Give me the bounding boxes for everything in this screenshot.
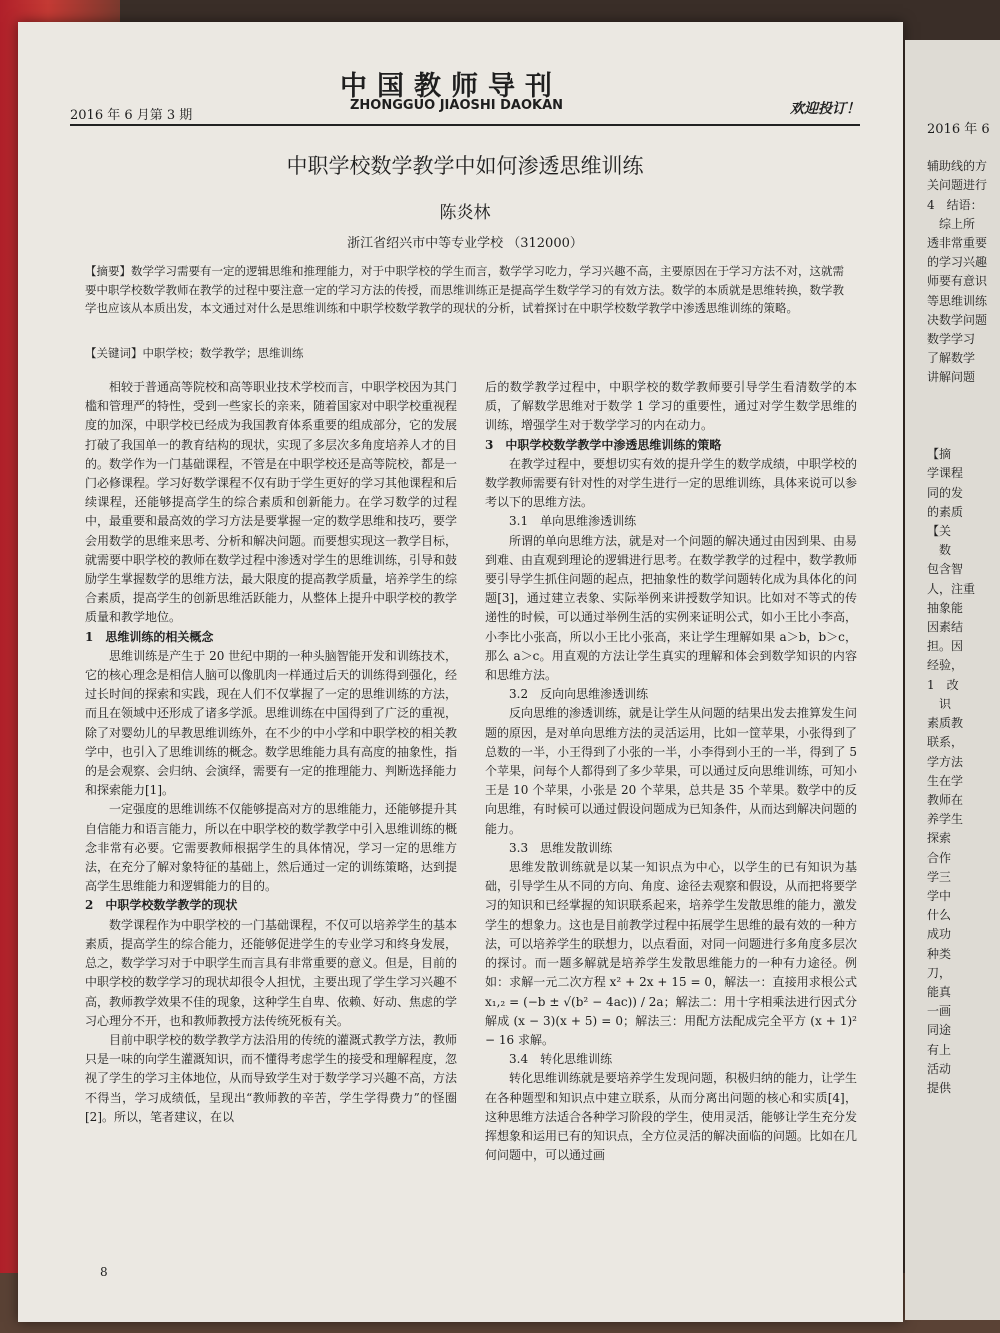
- issue-date: 2016 年 6 月第 3 期: [70, 108, 193, 123]
- next-page-line: 讲解问题: [927, 370, 976, 385]
- next-page-lines: [905, 157, 1000, 1098]
- paragraph: 一定强度的思维训练不仅能够提高对方的思维能力，还能够提升其自信能力和语言能力，所以在中职学校的数学教学中引入思维训练的概念非常有必要。它需要教师根据学生的具体情况，学习一定的思维方法，在充分了解对象特征的基础上，然后通过一定的训练策略，达到提高学生思维能力和逻辑能力的目的。: [85, 802, 458, 894]
- paragraph: 转化思维训练就是要培养学生发现问题，积极归纳的能力，让学生在各种题型和知识点中建立联系，从而分离出问题的核心和实质[4]，这种思维方法适合各种学习阶段的学生，使用灵活，能够让学生充分发挥想象和运用已有的知识点，全方位灵活的解决面临的问题。比如在几何问题中，可以通过画: [485, 1071, 858, 1163]
- paragraph: 所谓的单向思维方法，就是对一个问题的解决通过由因到果、由易到难、由直观到理论的逻辑进行思考。在数学教学的过程中，数学教师要引导学生抓住问题的起点，把抽象性的数学问题转化成为具体化的问题[3]，通过建立表象、实际举例来讲授数学知识。比如对不等式的传递性的时候，可以通过举例生活的实例来证明公式，如小王比小李高，小李比小张高，所以小王比小张高，来让学生理解如果 a＞b，b＞c，那么 a＞c。用直观的方法让学生真实的理解和体会到数学知识的内容和思维方法。: [485, 533, 858, 683]
- next-page-line: 联系，: [927, 735, 964, 750]
- next-page-line: 同途: [927, 1023, 952, 1038]
- next-page-line: 综上所: [927, 216, 976, 231]
- next-page-line: 养学生: [927, 812, 964, 827]
- next-page-line: 学课程: [927, 466, 964, 481]
- paragraph: 在教学过程中，要想切实有效的提升学生的数学成绩，中职学校的数学教师需要有针对性的对学生进行一定的思维训练，具体来说可以参考以下的思维方法。: [485, 456, 858, 510]
- next-page-line: 师要有意识: [927, 274, 988, 289]
- next-page-header: 2016 年 6: [927, 122, 990, 137]
- author-affiliation: 浙江省绍兴市中等专业学校 （312000）: [347, 236, 583, 251]
- next-page-line: 【摘: [927, 447, 952, 462]
- section-heading: 3 中职学校数学教学中渗透思维训练的策略: [485, 437, 722, 452]
- subsection-heading: 3.3 思维发散训练: [509, 840, 613, 855]
- next-page-line: 辅助线的方: [927, 159, 988, 174]
- next-page-line: 关问题进行: [927, 178, 988, 193]
- page-header: [70, 60, 860, 123]
- next-page-line: 种类: [927, 946, 952, 961]
- paragraph: 相较于普通高等院校和高等职业技术学校而言，中职学校因为其门槛和管理严的特性，受到一些家长的亲来，随着国家对中职学校重视程度的加深，中职学校已经成为我国教育体系重要的组成部分，它的发展打破了我国单一的教育结构的现状，实现了多层次多角度培养人才的目的。数学作为一门基础课程，不管是在中职学校还是高等院校，都是一门必修课程。学习好数学课程不仅有助于学生更好的学习其他课程和后续课程，还能够提高学生的综合素质和创新能力。在学习数学的过程中，最重要和最高效的学习方法是要掌握一定的数学思维和技巧，要学会用数学的思维来思考、分析和解决问题。而要想实现这一教学目标，就需要中职学校的教师在数学过程中渗透对学生的思维训练，引导和鼓励学生掌握数学的思维方法，最大限度的提高教学质量，培养学生的综合素质，提高学生的创新思维活跃能力，从整体上提升中职学校的教学质量和教学地位。: [85, 380, 458, 625]
- header-rule: [70, 124, 860, 126]
- welcome-text: 欢迎投订！: [790, 101, 860, 117]
- right-column: [485, 378, 857, 1165]
- next-page-line: 教师在: [927, 792, 964, 807]
- subsection-heading: 3.4 转化思维训练: [509, 1052, 613, 1067]
- next-page-line: 数: [927, 543, 952, 558]
- next-page-line: [927, 407, 1000, 426]
- article-author: 陈炎林: [439, 203, 491, 223]
- next-page-line: 抽象能: [927, 600, 964, 615]
- next-page-line: 能真: [927, 984, 952, 999]
- next-page-fragment: [905, 40, 1000, 1320]
- next-page-line: 学中: [927, 888, 952, 903]
- paragraph: 后的数学教学过程中，中职学校的数学教师要引导学生看清数学的本质，了解数学思维对于数学 1 学习的重要性，通过对学生数学思维的训练，增强学生对于数学学习的内在动力。: [485, 380, 857, 433]
- next-page-line: 合作: [927, 850, 952, 865]
- next-page-line: 【关: [927, 524, 952, 539]
- next-page-line: 等思维训练: [927, 293, 988, 308]
- paragraph: 数学课程作为中职学校的一门基础课程，不仅可以培养学生的基本素质，提高学生的综合能力，还能够促进学生的专业学习和终身发展，总之，数学学习对于中职学生而言具有非常重要的意义。但是，目前的中职学校的数学学习的现状却很令人担忧，主要出现了学生学习兴趣不高，教师教学效果不佳的现象，这种学生自卑、依赖、好动、焦虑的学习心理分不开，也和教师教授方法传统死板有关。: [85, 917, 458, 1028]
- article-title: 中职学校数学教学中如何渗透思维训练: [286, 154, 644, 178]
- next-page-line: 1 改: [927, 677, 959, 692]
- next-page-line: 因素结: [927, 620, 964, 635]
- paragraph: 目前中职学校的数学教学方法沿用的传统的灌溉式教学方法，教师只是一味的向学生灌溉知识，而不懂得考虑学生的接受和理解程度，忽视了学生的学习主体地位，从而导致学生对于数学学习兴趣不高，方法不得当，学习成绩低，呈现出“教师教的辛苦，学生学得费力”的怪圈[2]。所以，笔者建议，在以: [85, 1032, 458, 1124]
- paragraph: 思维发散训练就是以某一知识点为中心，以学生的已有知识为基础，引导学生从不同的方向、角度、途径去观察和假设，从而把将要学习的知识和已经掌握的知识联系起来，培养学生发散思维的能力，激发学生的想象力。这也是目前教学过程中拓展学生思维的最有效的一种方法，可以培养学生的联想力，以点看面，对同一问题进行多角度多层次的探讨。而一题多解就是培养学生发散思维能力的一种有力途径。例如：求解一元二次方程 x² + 2x + 15 = 0，解法一：直接用求根公式 x₁,₂ = (−b ± √(b² − 4ac)) / 2a；解法二：用十字相乘法进行因式分解成 (x − 3)(x + 5) = 0；解法三：用配方法配成完全平方 (x + 1)² − 16 求解。: [485, 860, 858, 1047]
- next-page-line: 担。因: [927, 639, 964, 654]
- keywords: 【关键词】中职学校；数学教学；思维训练: [85, 346, 304, 360]
- abstract: 【摘要】数学学习需要有一定的逻辑思维和推理能力，对于中职学校的学生而言，数学学习吃力，学习兴趣不高，主要原因在于学习方法不对，这就需要中职学校数学教师在教学的过程中要注意一定的学习方法的传授，而思维训练正是提高学生数学学习的有效方法。数学的本质就是思维转换，数学教学也应该从本质出发，本文通过对什么是思维训练和中职学校数学教学的现状的分析，试着探讨在中职学校数学教学中渗透思维训练的策略。: [85, 264, 844, 315]
- left-column: [85, 378, 457, 1127]
- next-page-line: [927, 426, 1000, 445]
- journal-title: 中国教师导刊: [340, 71, 562, 102]
- section-heading: 2 中职学校数学教学的现状: [85, 898, 238, 913]
- paragraph: 思维训练是产生于 20 世纪中期的一种头脑智能开发和训练技术，它的核心理念是相信人脑可以像肌肉一样通过后天的训练得到强化，经过长时间的探索和实践，现在人们不仅掌握了一定的思维训练的方法，而且在领域中还形成了诸多学派。思维训练在中国得到了广泛的重视，除了对婴幼儿的早教思维训练外，在不少的中小学和中职学校的相关教学中，也引入了思维训练的概念。数学思维能力具有高度的抽象性，指的是会观察、会归纳、会演绎，需要有一定的推理能力、判断选择能力和探索能力[1]。: [85, 648, 458, 798]
- next-page-line: 数学学习: [927, 332, 976, 347]
- next-page-line: 经验，: [927, 658, 964, 673]
- next-page-line: 包含智: [927, 562, 964, 577]
- next-page-line: 的学习兴趣: [927, 255, 988, 270]
- next-page-line: 提供: [927, 1080, 952, 1095]
- next-page-line: 学方法: [927, 754, 964, 769]
- next-page-line: 成功: [927, 927, 952, 942]
- page-number: 8: [100, 1265, 108, 1279]
- next-page-line: 刀，: [927, 965, 952, 980]
- subsection-heading: 3.1 单向思维渗透训练: [509, 514, 637, 529]
- next-page-line: 有上: [927, 1042, 952, 1057]
- next-page-line: 生在学: [927, 773, 964, 788]
- subsection-heading: 3.2 反向向思维渗透训练: [509, 687, 649, 702]
- next-page-line: 决数学问题: [927, 312, 988, 327]
- next-page-line: 探索: [927, 831, 952, 846]
- next-page-line: 一画: [927, 1004, 952, 1019]
- next-page-line: 素质教: [927, 716, 964, 731]
- next-page-line: [927, 388, 1000, 407]
- paragraph: 反向思维的渗透训练，就是让学生从问题的结果出发去推算发生问题的原因，是对单向思维方法的灵活运用，比如一筐苹果，小张得到了总数的一半，小王得到了小张的一半，小李得到小王的一半，得到了 5 个苹果，问每个人都得到了多少苹果，可以通过反向思维训练，可知小王是 10 个苹果，小张是 20 个苹果，总共是 35 个苹果。数学中的反向思维，有时候可以通过假设问题成为已知条件，从而达到解决问题的能力。: [485, 706, 858, 836]
- next-page-line: 学三: [927, 869, 952, 884]
- journal-pinyin: ZHONGGUO JIAOSHI DAOKAN: [350, 98, 564, 113]
- next-page-line: 的素质: [927, 504, 964, 519]
- next-page-line: 了解数学: [927, 351, 976, 366]
- next-page-line: 识: [927, 696, 952, 711]
- next-page-line: 4 结语：: [927, 197, 983, 212]
- section-heading: 1 思维训练的相关概念: [85, 629, 214, 644]
- next-page-line: 活动: [927, 1061, 952, 1076]
- next-page-line: 人，注重: [927, 581, 976, 596]
- next-page-line: 什么: [927, 908, 952, 923]
- next-page-line: 透非常重要: [927, 236, 988, 251]
- next-page-line: 同的发: [927, 485, 964, 500]
